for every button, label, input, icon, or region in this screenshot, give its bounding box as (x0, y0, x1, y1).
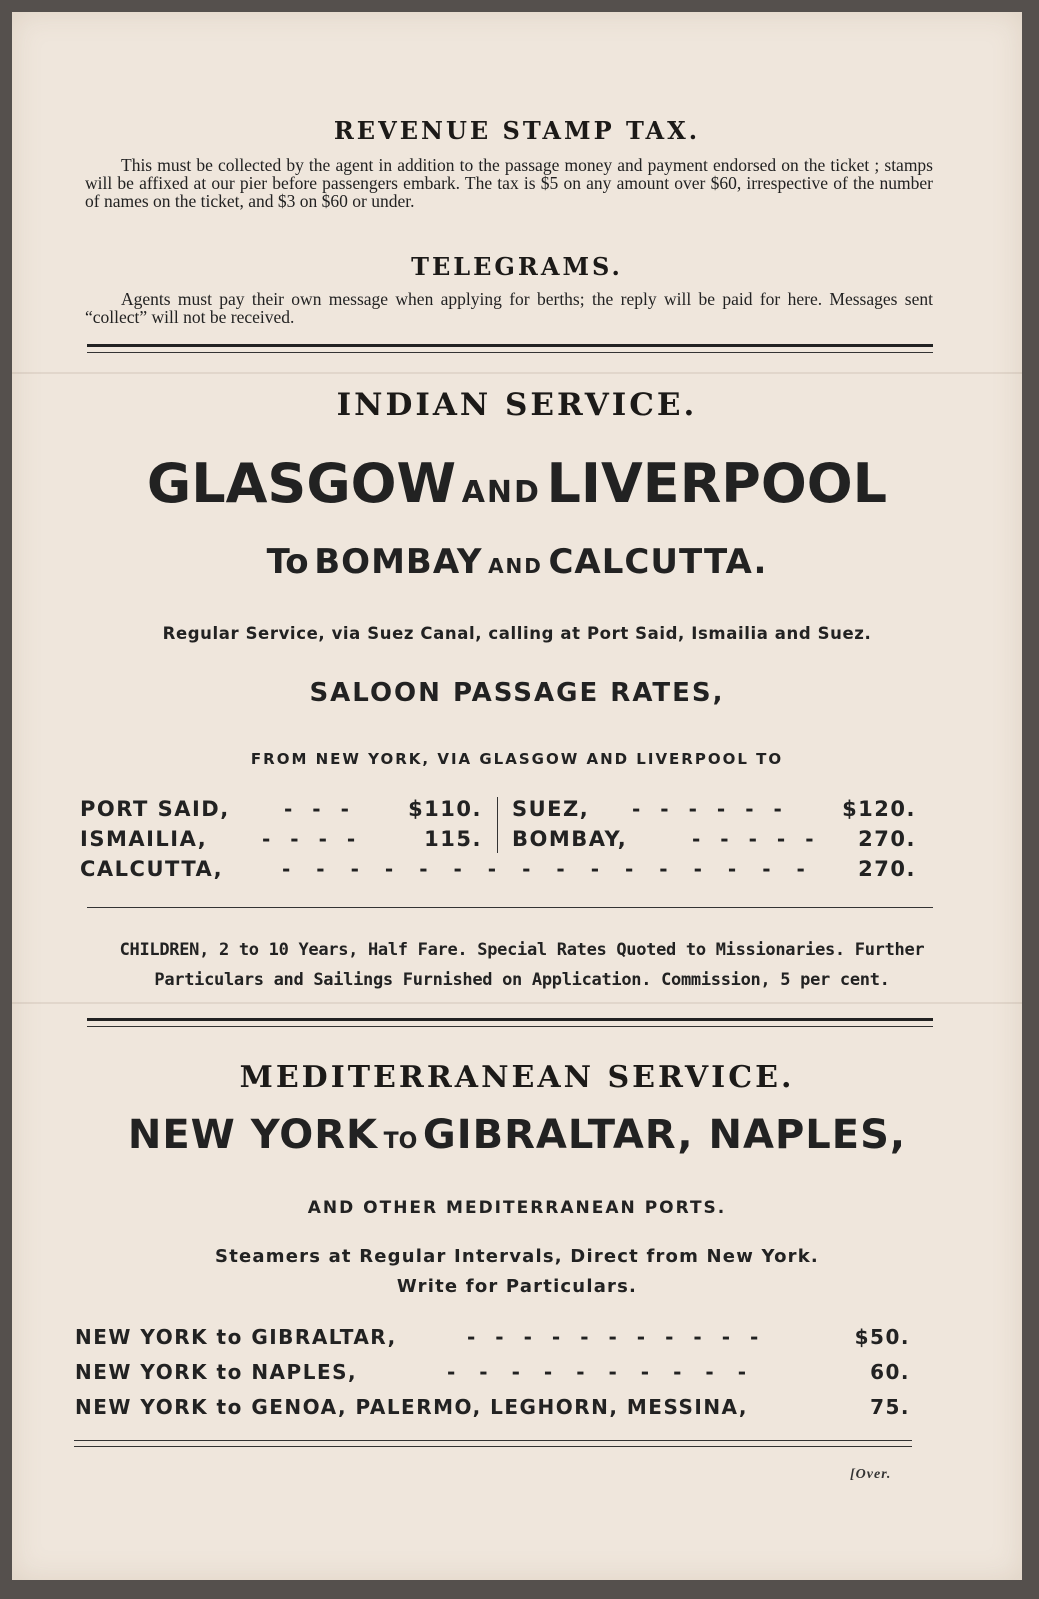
dest-calcutta: CALCUTTA. (548, 542, 768, 582)
rate-price: 270. (858, 857, 916, 881)
rate-port-label: PORT SAID, (80, 797, 230, 821)
steamers-line1: Steamers at Regular Intervals, Direct from New York. (215, 1246, 819, 1267)
dest-to: To (266, 542, 309, 582)
saloon-rates-heading: SALOON PASSAGE RATES, (309, 678, 725, 708)
leader-dashes: ----------- (467, 1325, 779, 1349)
divider (87, 907, 933, 908)
saloon-rates-subheading: FROM NEW YORK, VIA GLASGOW AND LIVERPOOL TO (250, 750, 784, 768)
leader-dashes: ---------------- (282, 857, 831, 881)
fare-price: 60. (870, 1360, 910, 1384)
fare-route-label: NEW YORK to GENOA, PALERMO, LEGHORN, MESSINA, (75, 1395, 749, 1419)
route-liverpool: LIVERPOOL (546, 452, 888, 515)
mediterranean-service-heading: MEDITERRANEAN SERVICE. (239, 1060, 795, 1095)
rate-port-label: CALCUTTA, (80, 857, 224, 881)
dest-and: AND (488, 554, 543, 578)
revenue-text: This must be collected by the agent in addition to the passage money and payment endorsed on the ticket ; stamps will be affixed at our pier before passengers embark. The tax is $5 on any amount over $60, irrespective of the number of names on the ticket, and $3 on $60 or under. (85, 155, 933, 211)
leader-dashes: ------ (632, 797, 802, 821)
route-new-york: NEW YORK (127, 1112, 379, 1158)
children-note-line1: CHILDREN, 2 to 10 Years, Half Fare. Special Rates Quoted to Missionaries. Further (119, 940, 925, 960)
leader-dashes: ----- (692, 827, 834, 851)
route-gibraltar-naples: GIBRALTAR, NAPLES, (422, 1112, 907, 1158)
steamers-line2: Write for Particulars. (396, 1276, 638, 1297)
revenue-heading: REVENUE STAMP TAX. (333, 116, 701, 145)
telegrams-text: Agents must pay their own message when applying for berths; the reply will be paid for here. Messages sent “collect” will not be received. (85, 289, 933, 327)
rate-price: 270. (858, 827, 916, 851)
fare-price: 75. (870, 1395, 910, 1419)
rate-price: 115. (424, 827, 482, 851)
route-glasgow: GLASGOW (146, 452, 457, 515)
divider (87, 344, 933, 347)
column-divider (497, 797, 498, 853)
divider (87, 1018, 933, 1021)
children-note-line2: Particulars and Sailings Furnished on Application. Commission, 5 per cent. (154, 970, 890, 990)
divider (74, 1446, 912, 1447)
rate-price: $110. (408, 797, 482, 821)
rate-port-label: SUEZ, (512, 797, 590, 821)
fare-route-label: NEW YORK to GIBRALTAR, (75, 1325, 397, 1349)
fare-price: $50. (854, 1325, 910, 1349)
indian-route-title (12, 452, 1022, 515)
leader-dashes: --- (284, 797, 369, 821)
leader-dashes: ---- (262, 827, 376, 851)
rate-port-label: ISMAILIA, (80, 827, 208, 851)
document-page (12, 12, 1022, 1580)
leader-dashes: ---------- (447, 1360, 771, 1384)
rate-price: $120. (842, 797, 916, 821)
rate-port-label: BOMBAY, (512, 827, 628, 851)
divider (87, 1026, 933, 1027)
route-and: AND (461, 475, 541, 510)
over-note: [Over. (850, 1467, 892, 1482)
other-ports-line: AND OTHER MEDITERRANEAN PORTS. (307, 1198, 727, 1218)
divider (87, 352, 933, 353)
indian-service-heading: INDIAN SERVICE. (336, 387, 698, 423)
divider (74, 1440, 912, 1441)
route-to: TO (383, 1129, 418, 1154)
indian-destination-title (12, 542, 1022, 582)
fare-route-label: NEW YORK to NAPLES, (75, 1360, 358, 1384)
mediterranean-route-title (12, 1112, 1022, 1158)
indian-service-note: Regular Service, via Suez Canal, calling at Port Said, Ismailia and Suez. (162, 624, 872, 643)
dest-bombay: BOMBAY (314, 542, 483, 582)
telegrams-heading: TELEGRAMS. (411, 252, 623, 281)
